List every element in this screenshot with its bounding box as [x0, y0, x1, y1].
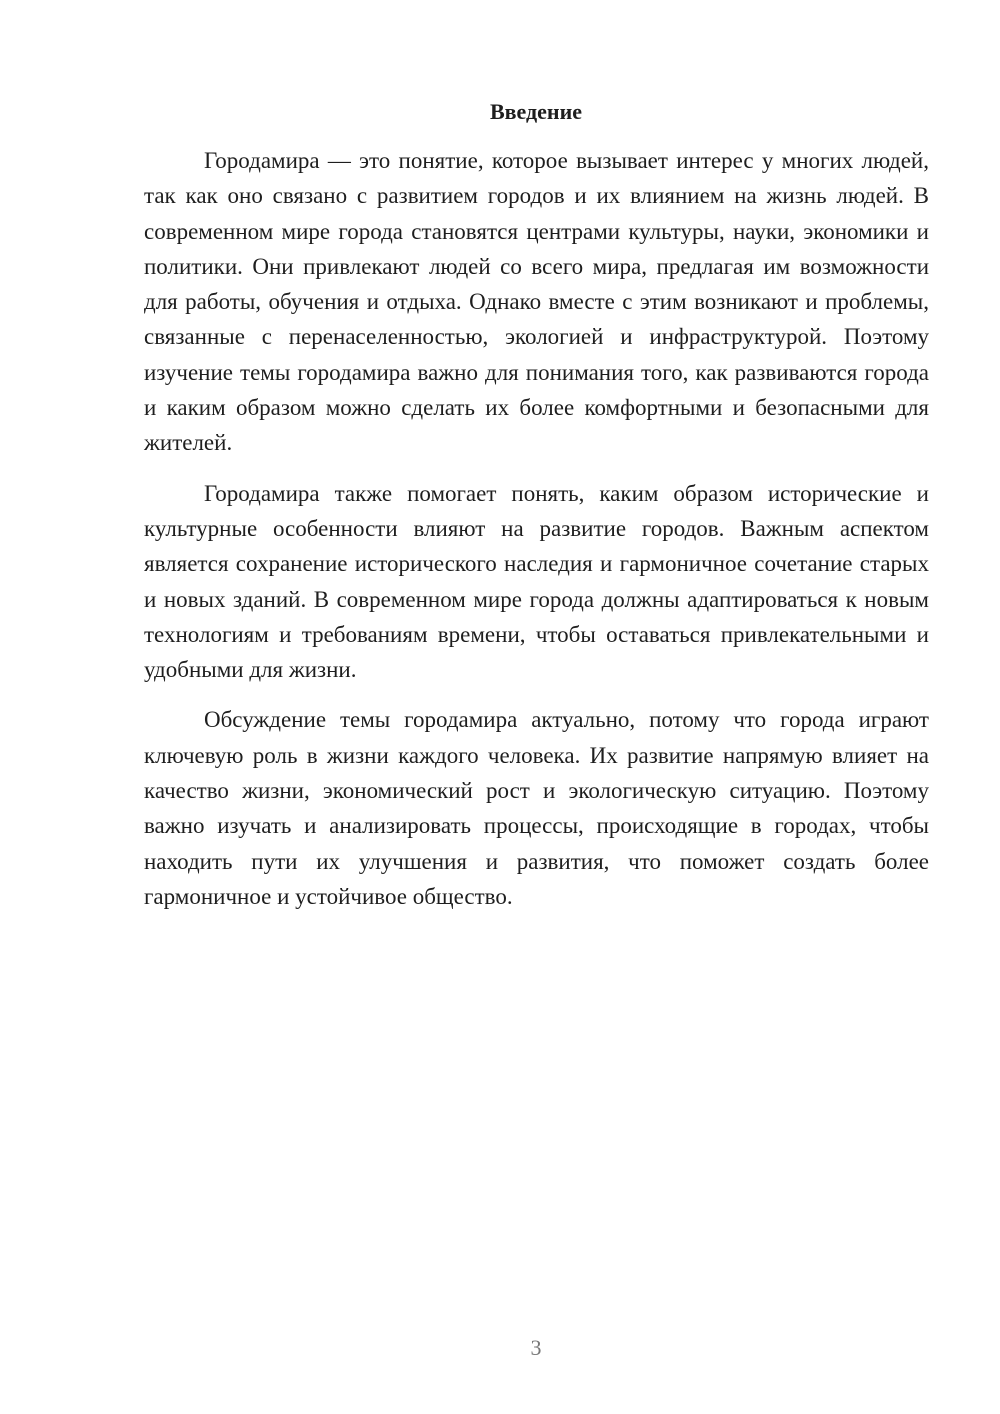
paragraph: Городамира также помогает понять, каким образом исторические и культурные особенности влияют на развитие городов. Важным аспектом является сохранение исторического наследия и гармоничное сочетание старых и новых зданий. В современном мире города должны адаптироваться к новым технологиям и требованиям времени, чтобы оставаться привлекательными и удобными для жизни.	[144, 480, 929, 683]
paragraph: Городамира — это понятие, которое вызывает интерес у многих людей, так как оно связано с развитием городов и их влиянием на жизнь людей. В современном мире города становятся центрами культуры, науки, экономики и политики. Они привлекают людей со всего мира, предлагая им возможности для работы, обучения и отдыха. Однако вместе с этим возникают и проблемы, связанные с перенаселенностью, экологией и инфраструктурой. Поэтому изучение темы городамира важно для понимания того, как развиваются города и каким образом можно сделать их более комфортными и безопасными для жителей.	[144, 148, 929, 456]
section-heading: Введение	[489, 99, 583, 124]
paragraph: Обсуждение темы городамира актуально, потому что города играют ключевую роль в жизни каждого человека. Их развитие напрямую влияет на качество жизни, экономический рост и экологическую ситуацию. Поэтому важно изучать и анализировать процессы, происходящие в городах, чтобы находить пути их улучшения и развития, что поможет создать более гармоничное и устойчивое общество.	[144, 707, 929, 909]
body-text	[144, 143, 929, 929]
page-number: 3	[530, 1335, 542, 1360]
